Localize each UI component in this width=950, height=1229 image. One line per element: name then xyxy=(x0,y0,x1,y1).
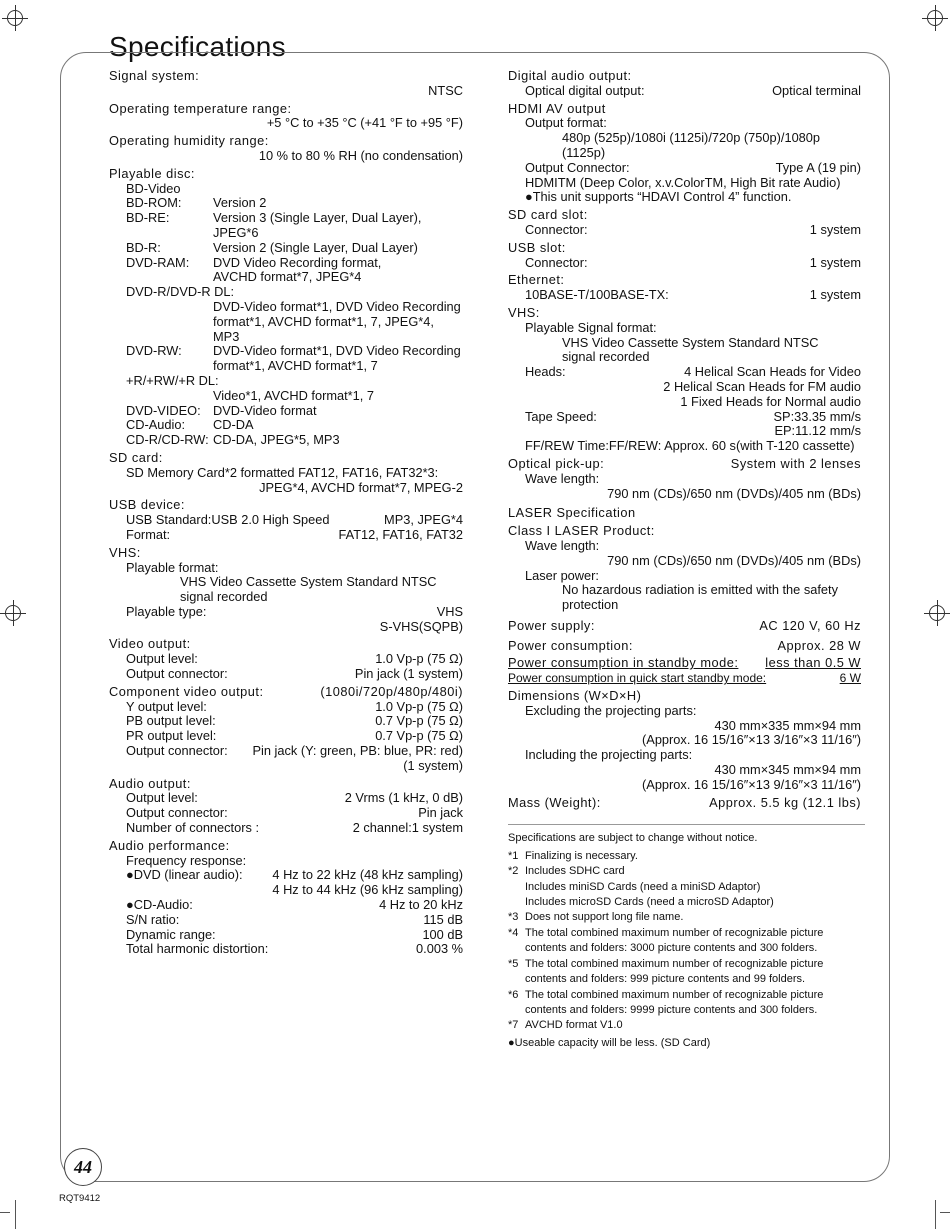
footnote-marker: *6 xyxy=(508,988,519,1001)
humidity-value: 10 % to 80 % RH (no condensation) xyxy=(258,147,463,163)
footnote xyxy=(508,1018,861,1033)
spec-key: Connector: xyxy=(525,221,588,237)
disc-type: BD-R: xyxy=(126,239,161,255)
disc-support: DVD-Video format*1, DVD Video Recording xyxy=(213,343,461,359)
spec-value: 0.003 % xyxy=(416,941,463,957)
disc-type: BD-ROM: xyxy=(126,195,182,211)
footnote-text: Includes SDHC card xyxy=(525,865,625,878)
footnote-text: Finalizing is necessary. xyxy=(525,849,638,862)
disc-row xyxy=(109,418,463,433)
usb-format-row xyxy=(109,528,463,543)
disc-support: DVD Video Recording format, xyxy=(213,254,382,270)
footnote-marker: *3 xyxy=(508,911,519,924)
spec-row xyxy=(508,161,861,176)
spec-key: Number of connectors : xyxy=(126,820,260,836)
crop-mark xyxy=(0,1212,10,1213)
spec-value: 1 system xyxy=(809,221,861,237)
spec-key: Including the projecting parts: xyxy=(525,747,693,763)
crop-mark xyxy=(935,1200,936,1229)
spec-key: ●DVD (linear audio): xyxy=(126,867,243,883)
footnote-text: Includes microSD Cards (need a microSD Adaptor) xyxy=(525,896,774,909)
spec-value: (1125p) xyxy=(562,144,606,160)
bd-video-item: BD-Video xyxy=(126,180,181,196)
spec-row xyxy=(109,791,463,806)
humidity-label: Operating humidity range: xyxy=(109,133,269,149)
disc-type: +R/+RW/+R DL: xyxy=(126,372,219,388)
laser-spec-label: LASER Specification xyxy=(508,505,636,521)
spec-value: SP:33.35 mm/s xyxy=(773,408,861,424)
digital-audio-label: Digital audio output: xyxy=(508,68,632,83)
spec-key: Tape Speed: xyxy=(525,408,597,424)
disc-type: CD-R/CD-RW: xyxy=(126,432,209,448)
spec-value: FAT12, FAT16, FAT32 xyxy=(338,526,463,542)
spec-value: 430 mm×335 mm×94 mm xyxy=(714,717,861,733)
spec-value: 100 dB xyxy=(422,926,463,942)
spec-value: (Approx. 16 15/16″×13 3/16″×3 11/16″) xyxy=(642,732,861,748)
footnote-text: The total combined maximum number of recognizable picture xyxy=(525,988,824,1001)
ethernet-label: Ethernet: xyxy=(508,272,565,288)
footnote-cont xyxy=(508,1003,861,1018)
spec-row xyxy=(109,700,463,715)
footnote-cont xyxy=(508,895,861,910)
disc-row xyxy=(109,211,463,226)
disc-support: Version 2 xyxy=(213,195,267,211)
spec-value: 1 system xyxy=(809,287,861,303)
spec-value: EP:11.12 mm/s xyxy=(774,423,861,439)
footnote-text: The total combined maximum number of recognizable picture xyxy=(525,957,824,970)
spec-row xyxy=(109,729,463,744)
vhs-label: VHS: xyxy=(508,304,540,320)
left-column xyxy=(109,66,463,957)
disc-support-cont: format*1, AVCHD format*1, 7 xyxy=(213,358,378,374)
registration-mark xyxy=(922,5,948,31)
spec-key: Output format: xyxy=(525,115,607,131)
spec-key: PB output level: xyxy=(126,713,216,729)
spec-value: 2 channel:1 system xyxy=(352,820,463,836)
spec-value: 1 system xyxy=(809,254,861,270)
footnote-text: contents and folders: 9999 picture contents and 300 folders. xyxy=(525,1003,818,1016)
spec-value: 4 Hz to 20 kHz xyxy=(379,897,463,913)
footnote-marker: *4 xyxy=(508,926,519,939)
spec-row xyxy=(109,928,463,943)
spec-row xyxy=(508,410,861,425)
spec-value: 480p (525p)/1080i (1125i)/720p (750p)/1080p xyxy=(562,130,821,146)
spec-row xyxy=(109,868,463,883)
quick-start-row xyxy=(508,671,861,686)
spec-key: Y output level: xyxy=(126,698,207,714)
disc-support: Version 2 (Single Layer, Dual Layer) xyxy=(213,239,418,255)
sd-card-label: SD card: xyxy=(109,449,163,465)
disc-type: DVD-RAM: xyxy=(126,254,190,270)
spec-row xyxy=(109,821,463,836)
spec-value: 4 Hz to 44 kHz (96 kHz sampling) xyxy=(272,882,463,898)
spec-key: Connector: xyxy=(525,254,588,270)
spec-key: Output connector: xyxy=(126,666,228,682)
spec-row xyxy=(109,806,463,821)
disc-row xyxy=(109,433,463,448)
spec-row xyxy=(508,84,861,99)
spec-value: HDMITM (Deep Color, x.v.ColorTM, High Bit rate Audio) xyxy=(525,174,841,190)
spec-key: Heads: xyxy=(525,364,566,380)
footnote-text: The total combined maximum number of recognizable picture xyxy=(525,926,824,939)
sd-slot-label: SD card slot: xyxy=(508,207,588,223)
spec-row xyxy=(109,714,463,729)
footnote xyxy=(508,957,861,972)
spec-value: No hazardous radiation is emitted with the safety xyxy=(562,582,838,598)
spec-value: VHS xyxy=(436,603,463,619)
footnote xyxy=(508,864,861,879)
spec-value: 1.0 Vp-p (75 Ω) xyxy=(375,651,463,667)
spec-key: Playable type: xyxy=(126,603,207,619)
spec-key: Frequency response: xyxy=(126,852,247,868)
spec-value: S-VHS(SQPB) xyxy=(379,618,463,634)
audio-output-label: Audio output: xyxy=(109,775,191,791)
disc-support-cont: AVCHD format*7, JPEG*4 xyxy=(213,269,362,285)
spec-value: FF/REW Time:FF/REW: Approx. 60 s(with T-120 cassette) xyxy=(525,438,855,454)
spec-value: ●This unit supports “HDAVI Control 4” function. xyxy=(525,189,792,205)
footnote-marker: *5 xyxy=(508,957,519,970)
vhs-label: VHS: xyxy=(109,544,141,560)
component-video-row xyxy=(109,685,463,700)
audio-performance-label: Audio performance: xyxy=(109,837,230,853)
spec-value: 1 Fixed Heads for Normal audio xyxy=(680,393,861,409)
footnote-text: AVCHD format V1.0 xyxy=(525,1019,623,1032)
spec-value: 4 Helical Scan Heads for Video xyxy=(684,364,861,380)
footnote xyxy=(508,926,861,941)
spec-value: VHS Video Cassette System Standard NTSC xyxy=(180,574,437,590)
signal-system-value: NTSC xyxy=(428,82,463,98)
disc-support: CD-DA xyxy=(213,417,254,433)
component-video-label: Component video output: xyxy=(109,683,264,699)
standby-label: Power consumption in standby mode: xyxy=(508,655,739,671)
spec-value: (1 system) xyxy=(403,757,463,773)
spec-value: 790 nm (CDs)/650 nm (DVDs)/405 nm (BDs) xyxy=(607,485,861,501)
spec-value: Pin jack (1 system) xyxy=(354,666,463,682)
spec-row xyxy=(109,942,463,957)
disc-type: DVD-R/DVD-R DL: xyxy=(126,284,235,300)
spec-value: Approx. 28 W xyxy=(777,637,861,653)
footnotes xyxy=(508,831,861,1051)
spec-value: 4 Hz to 22 kHz (48 kHz sampling) xyxy=(272,867,463,883)
spec-key: Output connector: xyxy=(126,805,228,821)
spec-value: 1.0 Vp-p (75 Ω) xyxy=(375,698,463,714)
spec-value: Type A (19 pin) xyxy=(775,159,861,175)
disc-row xyxy=(109,256,463,271)
spec-row xyxy=(109,744,463,759)
spec-key: Dynamic range: xyxy=(126,926,216,942)
spec-key: Output connector: xyxy=(126,743,228,759)
footnote-text: Includes miniSD Cards (need a miniSD Adaptor) xyxy=(525,880,761,893)
mass-label: Mass (Weight): xyxy=(508,794,601,810)
divider xyxy=(508,824,865,825)
pickup-label: Optical pick-up: xyxy=(508,455,605,471)
spec-value: Pin jack (Y: green, PB: blue, PR: red) xyxy=(252,743,463,759)
page-number: 44 xyxy=(64,1148,102,1186)
disc-type: BD-RE: xyxy=(126,210,170,226)
document-code: RQT9412 xyxy=(59,1193,101,1204)
disc-row xyxy=(109,404,463,419)
footnote-cont xyxy=(508,941,861,956)
spec-value: (Approx. 16 15/16″×13 9/16″×3 11/16″) xyxy=(642,776,861,792)
crop-mark xyxy=(940,1212,950,1213)
spec-key: Wave length: xyxy=(525,537,600,553)
spec-key: Format: xyxy=(126,526,171,542)
spec-value: AC 120 V, 60 Hz xyxy=(759,617,861,633)
sd-card-formats-cont: JPEG*4, AVCHD format*7, MPEG-2 xyxy=(259,479,463,495)
notes-intro: Specifications are subject to change without notice. xyxy=(508,832,758,845)
power-supply-label: Power supply: xyxy=(508,617,595,633)
spec-value: 790 nm (CDs)/650 nm (DVDs)/405 nm (BDs) xyxy=(607,552,861,568)
spec-value: 0.7 Vp-p (75 Ω) xyxy=(375,728,463,744)
spec-value: protection xyxy=(562,597,619,613)
registration-mark xyxy=(0,600,26,626)
usb-standard-row xyxy=(109,513,463,528)
spec-key: Excluding the projecting parts: xyxy=(525,702,697,718)
dimensions-label: Dimensions (W×D×H) xyxy=(508,688,642,704)
spec-key: 10BASE-T/100BASE-TX: xyxy=(525,287,669,303)
signal-system-label: Signal system: xyxy=(109,68,200,83)
footnote xyxy=(508,849,861,864)
power-consumption-label: Power consumption: xyxy=(508,637,633,653)
spec-key: Playable Signal format: xyxy=(525,319,657,335)
spec-row xyxy=(508,288,861,303)
spec-row xyxy=(508,365,861,380)
spec-value: (1080i/720p/480p/480i) xyxy=(320,683,463,699)
disc-support: CD-DA, JPEG*5, MP3 xyxy=(213,432,340,448)
disc-support: Version 3 (Single Layer, Dual Layer), xyxy=(213,210,422,226)
disc-type: DVD-VIDEO: xyxy=(126,402,201,418)
page-title: Specifications xyxy=(109,30,286,62)
footnote-text: contents and folders: 3000 picture contents and 300 folders. xyxy=(525,942,818,955)
spec-value: 430 mm×345 mm×94 mm xyxy=(714,762,861,778)
disc-support-cont: format*1, AVCHD format*1, 7, JPEG*4, MP3 xyxy=(213,313,434,344)
disc-support-cont: DVD-Video format*1, DVD Video Recording xyxy=(213,298,461,314)
spec-key: Playable format: xyxy=(126,559,219,575)
power-consumption-row xyxy=(508,639,861,654)
spec-key: Total harmonic distortion: xyxy=(126,941,269,957)
disc-support: DVD-Video format xyxy=(213,402,317,418)
usb-device-label: USB device: xyxy=(109,497,185,513)
spec-value: Pin jack xyxy=(418,805,463,821)
spec-value: 2 Helical Scan Heads for FM audio xyxy=(663,378,861,394)
spec-value: signal recorded xyxy=(562,349,650,365)
spec-key: Output level: xyxy=(126,790,198,806)
spec-key: USB Standard:USB 2.0 High Speed xyxy=(126,512,330,528)
spec-row xyxy=(508,256,861,271)
quick-start-label: Power consumption in quick start standby mode: xyxy=(508,671,767,686)
footnote xyxy=(508,910,861,925)
sd-card-formats: SD Memory Card*2 formatted FAT12, FAT16, FAT32*3: xyxy=(126,464,439,480)
mass-row xyxy=(508,796,861,811)
footnote xyxy=(508,988,861,1003)
crop-mark xyxy=(15,1200,16,1229)
spec-key: ●CD-Audio: xyxy=(126,897,193,913)
spec-value: 115 dB xyxy=(423,911,463,927)
footnote-marker: *7 xyxy=(508,1019,519,1032)
right-column xyxy=(508,66,861,1051)
spec-key: Output level: xyxy=(126,651,198,667)
spec-value: VHS Video Cassette System Standard NTSC xyxy=(562,334,819,350)
spec-value: 2 Vrms (1 kHz, 0 dB) xyxy=(344,790,463,806)
laser-class-label: Class I LASER Product: xyxy=(508,523,655,539)
usb-slot-label: USB slot: xyxy=(508,239,566,255)
spec-value: Optical terminal xyxy=(772,82,861,98)
disc-support-cont: JPEG*6 xyxy=(213,224,259,240)
disc-type: DVD-RW: xyxy=(126,343,182,359)
spec-key: PR output level: xyxy=(126,728,217,744)
spec-key: Wave length: xyxy=(525,470,600,486)
spec-value: MP3, JPEG*4 xyxy=(384,512,463,528)
hdmi-label: HDMI AV output xyxy=(508,100,606,116)
power-supply-row xyxy=(508,619,861,634)
footnote-text: contents and folders: 999 picture contents and 99 folders. xyxy=(525,973,806,986)
footnote-marker: *2 xyxy=(508,865,519,878)
temperature-value: +5 °C to +35 °C (+41 °F to +95 °F) xyxy=(266,115,463,131)
spec-row xyxy=(109,913,463,928)
spec-key: Optical digital output: xyxy=(525,82,645,98)
disc-support-cont: Video*1, AVCHD format*1, 7 xyxy=(213,387,374,403)
disc-row xyxy=(109,344,463,359)
footnote-marker: *1 xyxy=(508,849,519,862)
capacity-note: ●Useable capacity will be less. (SD Card) xyxy=(508,1036,711,1049)
video-output-label: Video output: xyxy=(109,636,191,652)
spec-value: signal recorded xyxy=(180,589,268,605)
disc-type: CD-Audio: xyxy=(126,417,186,433)
spec-row xyxy=(109,605,463,620)
spec-value: 6 W xyxy=(839,671,861,686)
spec-value: System with 2 lenses xyxy=(730,455,861,471)
disc-row xyxy=(109,196,463,211)
spec-row xyxy=(109,652,463,667)
spec-value: less than 0.5 W xyxy=(765,655,861,671)
temperature-label: Operating temperature range: xyxy=(109,100,292,116)
spec-key: S/N ratio: xyxy=(126,911,180,927)
registration-mark xyxy=(2,5,28,31)
disc-row xyxy=(109,241,463,256)
pickup-row xyxy=(508,457,861,472)
spec-value: 0.7 Vp-p (75 Ω) xyxy=(375,713,463,729)
spec-value: Approx. 5.5 kg (12.1 lbs) xyxy=(709,794,861,810)
footnote-cont xyxy=(508,880,861,895)
footnote-cont xyxy=(508,972,861,987)
spec-row xyxy=(109,667,463,682)
spec-row xyxy=(508,223,861,238)
standby-row xyxy=(508,656,861,671)
spec-row xyxy=(109,898,463,913)
registration-mark xyxy=(924,600,950,626)
playable-disc-label: Playable disc: xyxy=(109,165,195,181)
spec-key: Laser power: xyxy=(525,567,599,583)
spec-key: Output Connector: xyxy=(525,159,630,175)
footnote-text: Does not support long file name. xyxy=(525,911,684,924)
